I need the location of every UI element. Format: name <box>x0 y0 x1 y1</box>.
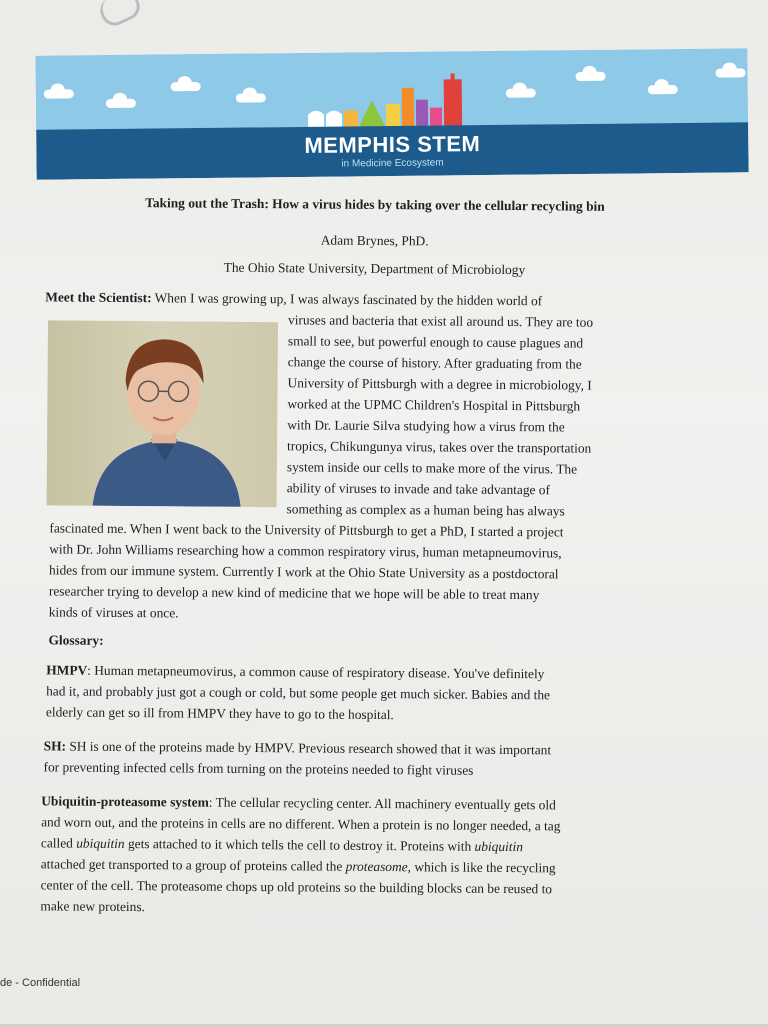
bio-line-2: viruses and bacteria that exist all around us. They are too <box>288 309 593 332</box>
bio-line-5: University of Pittsburgh with a degree in microbiology, I <box>287 372 591 395</box>
ups-term: Ubiquitin-proteasome system <box>41 793 209 809</box>
sh-line-2: for preventing infected cells from turning on the proteins needed to fight viruses <box>43 756 473 780</box>
ups-line-3: called ubiquitin gets attached to it which tells the cell to destroy it. Proteins with ubiquitin <box>41 832 523 857</box>
bio-line-1: Meet the Scientist: When I was growing up, I was always fascinated by the hidden world of <box>45 286 542 311</box>
article-title: Taking out the Trash: How a virus hides by taking over the cellular recycling bin <box>30 191 720 217</box>
bio-line-14: hides from our immune system. Currently I work at the Ohio State University as a postdoctoral <box>49 559 559 584</box>
confidential-footer: de - Confidential <box>0 977 80 989</box>
author-affiliation: The Ohio State University, Department of Microbiology <box>29 255 719 281</box>
bio-line-9: system inside our cells to make more of the virus. The <box>287 456 577 479</box>
bio-line-12: fascinated me. When I went back to the University of Pittsburgh to get a PhD, I started a project <box>49 517 563 542</box>
ups-line-5: center of the cell. The proteasome chops up old proteins so the building blocks can be reused to <box>41 874 553 899</box>
ups-line-4: attached get transported to a group of proteins called the proteasome, which is like the recycling <box>41 853 556 878</box>
bio-line-8: tropics, Chikungunya virus, takes over the transportation <box>287 435 591 458</box>
glossary-heading: Glossary: <box>48 629 103 650</box>
brand-title: MEMPHIS STEM <box>36 128 748 161</box>
scientist-photo <box>47 320 278 507</box>
brand-subtitle: in Medicine Ecosystem <box>36 154 748 172</box>
hmpv-line-1: HMPV: Human metapneumovirus, a common cause of respiratory disease. You've definitely <box>46 659 544 684</box>
bio-line-13: with Dr. John Williams researching how a common respiratory virus, human metapneumovirus, <box>49 538 562 563</box>
bio-line-15: researcher trying to develop a new kind of medicine that we hope will be able to treat many <box>49 580 540 605</box>
hmpv-line-2: had it, and probably just got a cough or cold, but some people get much sicker. Babies and the <box>46 680 550 705</box>
bio-line-3: small to see, but powerful enough to cause plagues and <box>288 330 583 353</box>
bio-line-11: something as complex as a human being has always <box>286 498 564 521</box>
meet-the-scientist-label: Meet the Scientist: <box>45 289 151 305</box>
bio-line-4: change the course of history. After graduating from the <box>288 351 582 374</box>
hmpv-line-3: elderly can get so ill from HMPV they have to go to the hospital. <box>46 701 394 725</box>
ups-line-6: make new proteins. <box>40 895 145 917</box>
bio-line-7: with Dr. Laurie Silva studying how a virus from the <box>287 414 565 437</box>
sh-line-1: SH: SH is one of the proteins made by HMPV. Previous research showed that it was important <box>44 735 552 760</box>
sh-term: SH: <box>44 738 66 753</box>
ups-line-1: Ubiquitin-proteasome system: The cellular recycling center. All machinery eventually gets old <box>41 790 556 815</box>
hmpv-term: HMPV <box>46 662 87 677</box>
bio-line-6: worked at the UPMC Children's Hospital in Pittsburgh <box>287 393 580 416</box>
bio-line-10: ability of viruses to invade and take advantage of <box>287 477 550 500</box>
ups-line-2: and worn out, and the proteins in cells are no different. When a protein is no longer needed, a tag <box>41 811 561 836</box>
author-name: Adam Brynes, PhD. <box>30 227 720 253</box>
bio-line-16: kinds of viruses at once. <box>49 601 179 623</box>
